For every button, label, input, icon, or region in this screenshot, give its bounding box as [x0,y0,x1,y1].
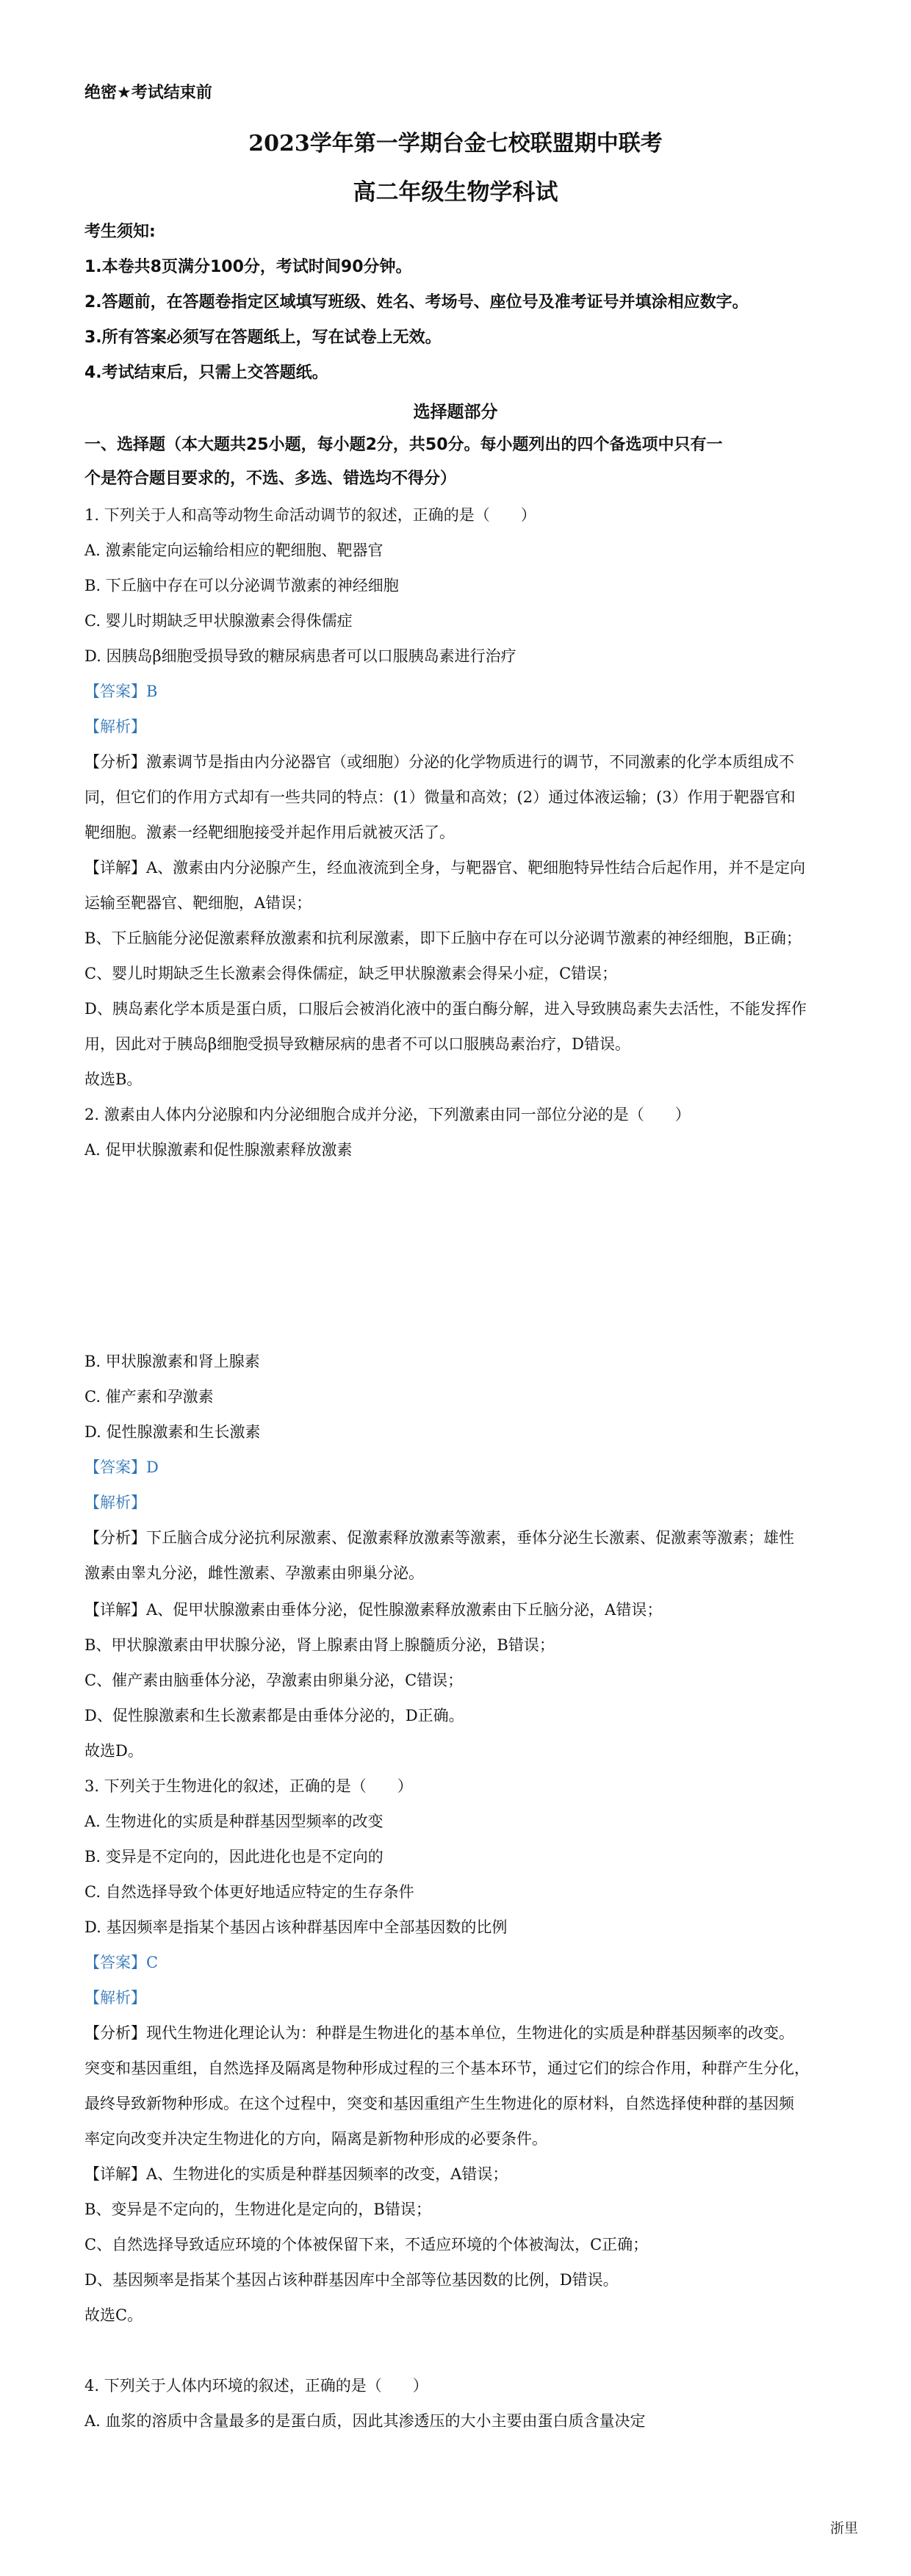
option-b: B. 下丘脑中存在可以分泌调节激素的神经细胞 [84,577,399,594]
option-b: B. 甲状腺激素和肾上腺素 [84,1353,260,1370]
detail-text: D、胰岛素化学本质是蛋白质，口服后会被消化液中的蛋白酶分解，进入导致胰岛素失去活性，不能发挥作 [84,1000,807,1018]
detail-text: 用，因此对于胰岛β细胞受损导致糖尿病的患者不可以口服胰岛素治疗，D错误。 [84,1035,630,1053]
analysis-text: 【分析】激素调节是指由内分泌器官（或细胞）分泌的化学物质进行的调节，不同激素的化学本质组成不 [84,753,794,771]
detail-text: B、下丘脑能分泌促激素释放激素和抗利尿激素，即下丘脑中存在可以分泌调节激素的神经细胞，B正确； [84,929,802,947]
analysis-text: 突变和基因重组，自然选择及隔离是物种形成过程的三个基本环节，通过它们的综合作用，种群产生分化， [84,2059,810,2077]
analysis-text: 同，但它们的作用方式却有一些共同的特点：(1）微量和高效；(2）通过体液运输；(3）作用于靶器官和 [84,788,796,806]
detail-text: 【详解】A、促甲状腺激素由垂体分泌，促性腺激素释放激素由下丘脑分泌，A错误； [84,1601,663,1619]
analysis-text: 激素由睾丸分泌，雌性激素、孕激素由卵巢分泌。 [84,1564,424,1582]
exam-subtitle: 高二年级生物学科试 [353,179,558,206]
question-stem: 1. 下列关于人和高等动物生命活动调节的叙述，正确的是（ ） [84,506,536,524]
notice-heading: 考生须知: [84,223,156,241]
analysis-label: 【解析】 [84,1989,146,2007]
option-d: D. 因胰岛β细胞受损导致的糖尿病患者可以口服胰岛素进行治疗 [84,647,516,665]
conclusion-text: 故选C。 [84,2306,143,2324]
detail-text: B、甲状腺激素由甲状腺分泌，肾上腺素由肾上腺髓质分泌，B错误； [84,1636,555,1654]
option-b: B. 变异是不定向的，因此进化也是不定向的 [84,1848,384,1866]
notice-item: 2.答题前，在答题卷指定区域填写班级、姓名、考场号、座位号及准考证号并填涂相应数字。 [84,293,749,312]
section-instruction: 个是符合题目要求的，不选、多选、错选均不得分） [84,469,457,488]
conclusion-text: 故选B。 [84,1071,143,1088]
detail-text: C、自然选择导致适应环境的个体被保留下来，不适应环境的个体被淘汰，C正确； [84,2236,649,2253]
option-c: C. 婴儿时期缺乏甲状腺激素会得侏儒症 [84,612,353,630]
analysis-text: 【分析】现代生物进化理论认为：种群是生物进化的基本单位，生物进化的实质是种群基因频率的改变。 [84,2024,794,2042]
answer-label: 【答案】B [84,683,158,700]
analysis-label: 【解析】 [84,718,146,735]
option-c: C. 自然选择导致个体更好地适应特定的生存条件 [84,1883,414,1901]
option-a: A. 促甲状腺激素和促性腺激素释放激素 [84,1141,353,1159]
detail-text: B、变异是不定向的，生物进化是定向的，B错误； [84,2201,431,2218]
analysis-text: 率定向改变并决定生物进化的方向，隔离是新物种形成的必要条件。 [84,2130,547,2148]
detail-text: 【详解】A、激素由内分泌腺产生，经血液流到全身，与靶器官、靶细胞特异性结合后起作用，并不是定向 [84,859,806,877]
option-a: A. 激素能定向运输给相应的靶细胞、靶器官 [84,542,384,559]
notice-item: 1.本卷共8页满分100分，考试时间90分钟。 [84,258,412,276]
confidential-label: 绝密★考试结束前 [84,84,212,102]
detail-text: C、催产素由脑垂体分泌，孕激素由卵巢分泌，C错误； [84,1672,464,1689]
option-c: C. 催产素和孕激素 [84,1388,214,1406]
question-stem: 2. 激素由人体内分泌腺和内分泌细胞合成并分泌，下列激素由同一部位分泌的是（ ） [84,1106,691,1123]
detail-text: 【详解】A、生物进化的实质是种群基因频率的改变，A错误； [84,2165,508,2183]
analysis-text: 【分析】下丘脑合成分泌抗利尿激素、促激素释放激素等激素，垂体分泌生长激素、促激素等激素；雄性 [84,1529,794,1547]
detail-text: D、基因频率是指某个基因占该种群基因库中全部等位基因数的比例，D错误。 [84,2271,619,2289]
option-d: D. 基因频率是指某个基因占该种群基因库中全部基因数的比例 [84,1918,508,1936]
detail-text: C、婴儿时期缺乏生长激素会得侏儒症，缺乏甲状腺激素会得呆小症，C错误； [84,965,618,982]
option-a: A. 血浆的溶质中含量最多的是蛋白质，因此其渗透压的大小主要由蛋白质含量决定 [84,2412,646,2430]
detail-text: 运输至靶器官、靶细胞，A错误； [84,894,312,912]
detail-text: D、促性腺激素和生长激素都是由垂体分泌的，D正确。 [84,1707,464,1724]
question-stem: 4. 下列关于人体内环境的叙述，正确的是（ ） [84,2377,428,2395]
question-stem: 3. 下列关于生物进化的叙述，正确的是（ ） [84,1777,413,1795]
analysis-text: 靶细胞。激素一经靶细胞接受并起作用后就被灭活了。 [84,824,455,841]
analysis-text: 最终导致新物种形成。在这个过程中，突变和基因重组产生生物进化的原材料，自然选择使种群的基因频 [84,2095,794,2112]
section-title: 选择题部分 [413,403,498,422]
exam-title: 2023学年第一学期台金七校联盟期中联考 [248,131,663,156]
section-instruction: 一、选择题（本大题共25小题，每小题2分，共50分。每小题列出的四个备选项中只有一 [84,436,723,454]
answer-label: 【答案】D [84,1458,159,1476]
notice-item: 3.所有答案必须写在答题纸上，写在试卷上无效。 [84,328,442,347]
conclusion-text: 故选D。 [84,1742,143,1760]
option-d: D. 促性腺激素和生长激素 [84,1423,261,1441]
notice-item: 4.考试结束后，只需上交答题纸。 [84,364,328,382]
footer-mark: 浙里 [829,2520,858,2536]
option-a: A. 生物进化的实质是种群基因型频率的改变 [84,1813,384,1830]
analysis-label: 【解析】 [84,1494,146,1511]
answer-label: 【答案】C [84,1954,159,1971]
